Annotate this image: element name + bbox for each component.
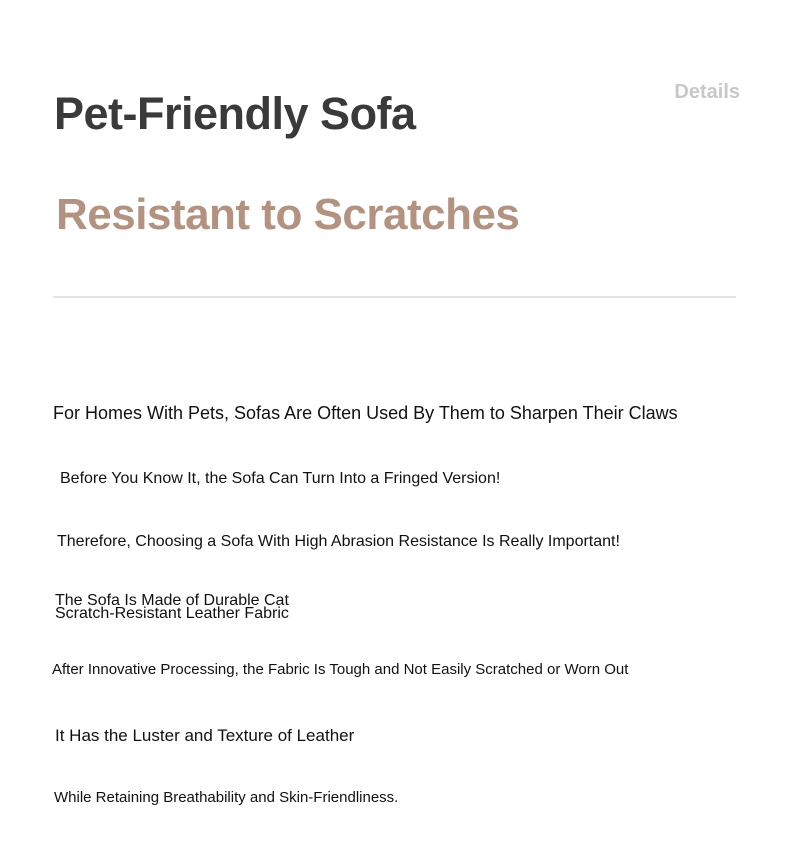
body-line-abrasion-resistance: Therefore, Choosing a Sofa With High Abrasion Resistance Is Really Important!	[57, 533, 620, 550]
page-subtitle: Resistant to Scratches	[56, 190, 520, 239]
section-divider	[53, 296, 736, 298]
body-line-fringed-version: Before You Know It, the Sofa Can Turn Into a Fringed Version!	[60, 470, 501, 487]
body-line-durable-fabric-1: The Sofa Is Made of Durable Cat	[55, 592, 289, 609]
body-line-durable-fabric	[55, 594, 315, 620]
body-line-luster-texture: It Has the Luster and Texture of Leather	[55, 726, 355, 745]
details-link[interactable]: Details	[674, 81, 740, 103]
page-title: Pet-Friendly Sofa	[54, 88, 416, 139]
body-line-durable-fabric-2: Scratch-Resistant Leather Fabric	[55, 605, 289, 622]
body-line-pets-claws: For Homes With Pets, Sofas Are Often Used By Them to Sharpen Their Claws	[53, 403, 678, 423]
body-line-innovative-processing: After Innovative Processing, the Fabric Is Tough and Not Easily Scratched or Worn Out	[52, 661, 629, 678]
body-line-breathability: While Retaining Breathability and Skin-Friendliness.	[54, 789, 399, 806]
